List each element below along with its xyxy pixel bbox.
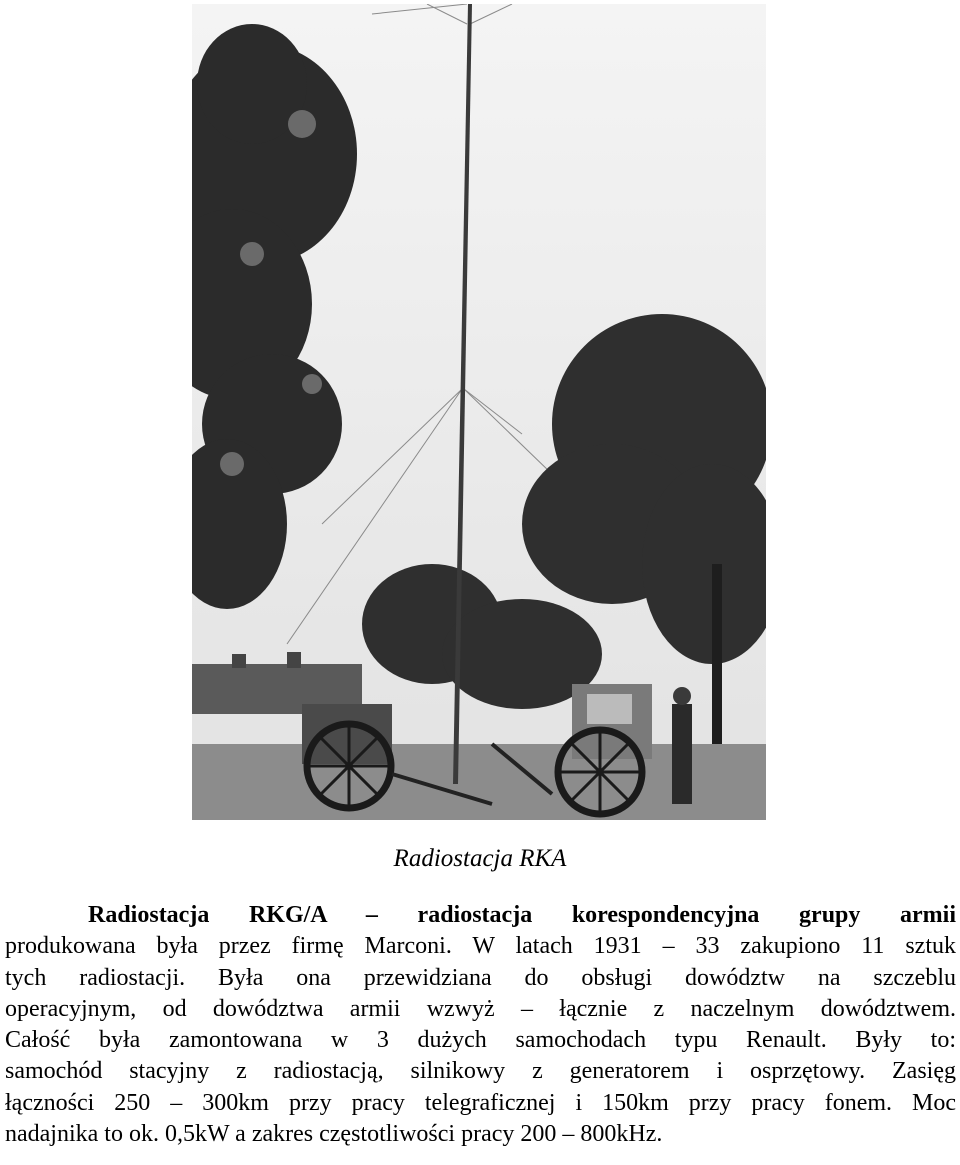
paragraph-line: operacyjnym, od dowództwa armii wzwyż – łącznie z naczelnym dowództwem.: [5, 995, 956, 1022]
paragraph-line: tych radiostacji. Była ona przewidziana do obsługi dowództw na szczeblu: [5, 964, 956, 991]
paragraph-line: nadajnika to ok. 0,5kW a zakres częstotliwości pracy 200 – 800kHz.: [5, 1121, 663, 1148]
paragraph-title: Radiostacja RKG/A – radiostacja korespondencyjna grupy armii: [88, 902, 956, 928]
photo-caption: Radiostacja RKA: [393, 845, 567, 872]
body-paragraph: [5, 900, 956, 1150]
paragraph-line: produkowana była przez firmę Marconi. W latach 1931 – 33 zakupiono 11 sztuk: [5, 933, 956, 960]
paragraph-line: łączności 250 – 300km przy pracy telegraficznej i 150km przy pracy fonem. Moc: [5, 1089, 956, 1116]
paragraph-line: Całość była zamontowana w 3 dużych samochodach typu Renault. Były to:: [5, 1027, 956, 1054]
photo-radio-station: [192, 4, 766, 820]
paragraph-line: samochód stacyjny z radiostacją, silnikowy z generatorem i osprzętowy. Zasięg: [5, 1058, 956, 1085]
